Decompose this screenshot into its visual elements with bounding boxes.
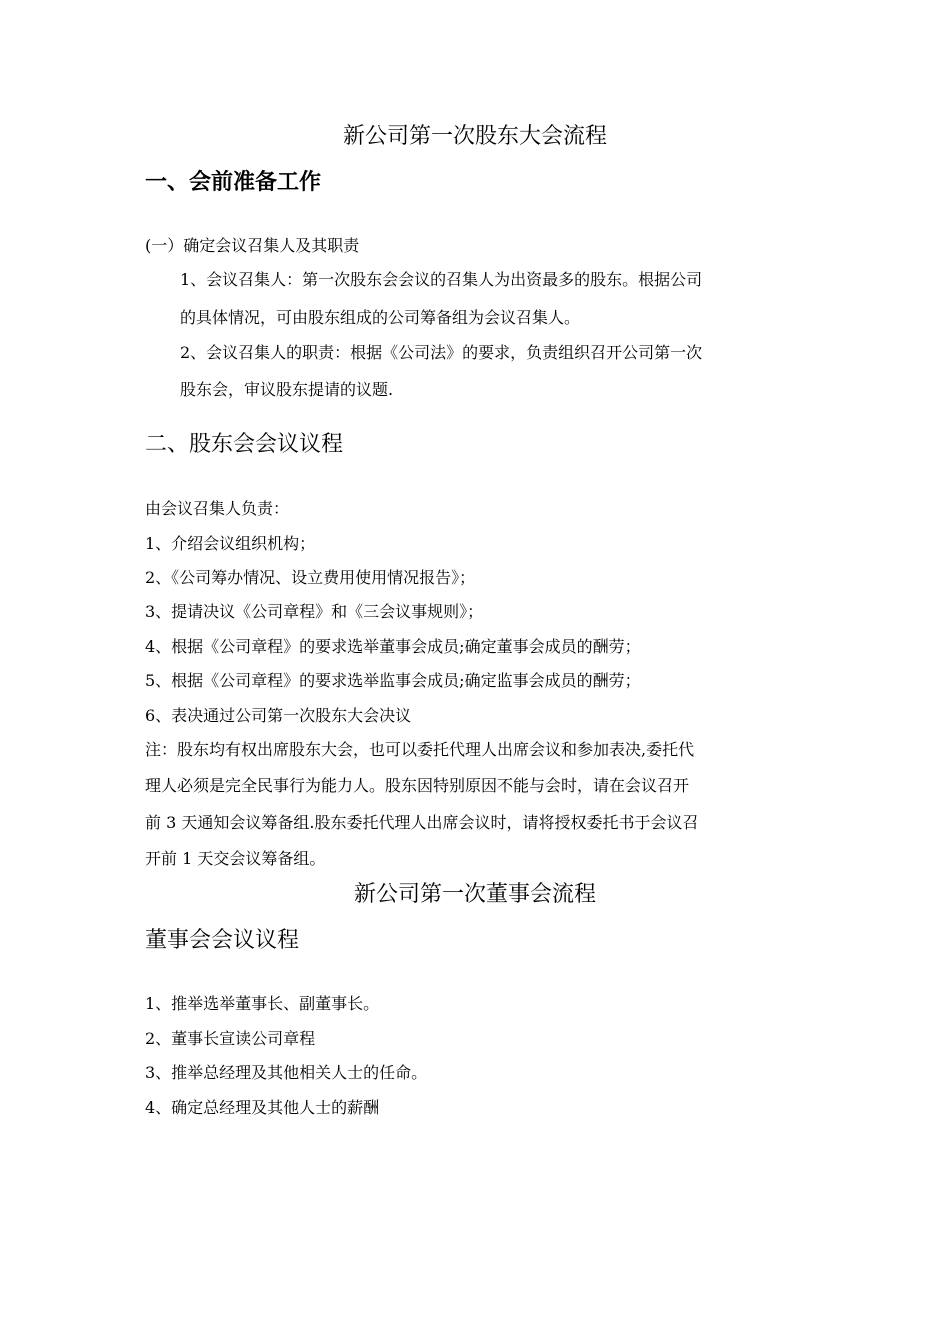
note-line: 注：股东均有权出席股东大会，也可以委托代理人出席会议和参加表决,委托代 <box>145 740 695 759</box>
subheading-convener: (一）确定会议召集人及其职责 <box>145 236 360 255</box>
list-item: 5、根据《公司章程》的要求选举监事会成员;确定监事会成员的酬劳； <box>145 671 641 690</box>
note-line: 前 3 天通知会议筹备组.股东委托代理人出席会议时，请将授权委托书于会议召 <box>145 813 699 832</box>
paragraph-line: 1、会议召集人：第一次股东会会议的召集人为出资最多的股东。根据公司 <box>180 270 703 289</box>
note-line: 理人必须是完全民事行为能力人。股东因特别原因不能与会时，请在会议召开 <box>145 776 690 795</box>
list-item: 4、确定总经理及其他人士的薪酬 <box>145 1098 380 1117</box>
paragraph-line: 的具体情况，可由股东组成的公司筹备组为会议召集人。 <box>180 308 581 327</box>
list-item: 2、《公司筹办情况、设立费用使用情况报告》； <box>145 568 476 587</box>
document-title-board: 新公司第一次董事会流程 <box>353 882 596 907</box>
paragraph-line: 股东会，审议股东提请的议题. <box>180 380 394 399</box>
list-item: 3、推举总经理及其他相关人士的任命。 <box>145 1063 428 1082</box>
paragraph-line: 2、会议召集人的职责：根据《公司法》的要求，负责组织召开公司第一次 <box>180 343 703 362</box>
list-item: 3、提请决议《公司章程》和《三会议事规则》； <box>145 602 484 621</box>
list-item: 1、推举选举董事长、副董事长。 <box>145 994 380 1013</box>
section-heading-agenda: 二、股东会会议议程 <box>145 432 344 457</box>
list-item: 4、根据《公司章程》的要求选举董事会成员;确定董事会成员的酬劳； <box>145 637 641 656</box>
document-title-shareholders: 新公司第一次股东大会流程 <box>342 124 607 149</box>
note-line: 开前 1 天交会议筹备组。 <box>145 849 326 868</box>
section-heading-preparation: 一、会前准备工作 <box>145 170 322 195</box>
list-item: 2、董事长宣读公司章程 <box>145 1029 316 1048</box>
agenda-intro: 由会议召集人负责： <box>145 499 290 518</box>
section-heading-board-agenda: 董事会会议议程 <box>145 928 300 953</box>
list-item: 1、介绍会议组织机构； <box>145 534 316 553</box>
list-item: 6、表决通过公司第一次股东大会决议 <box>145 706 412 725</box>
